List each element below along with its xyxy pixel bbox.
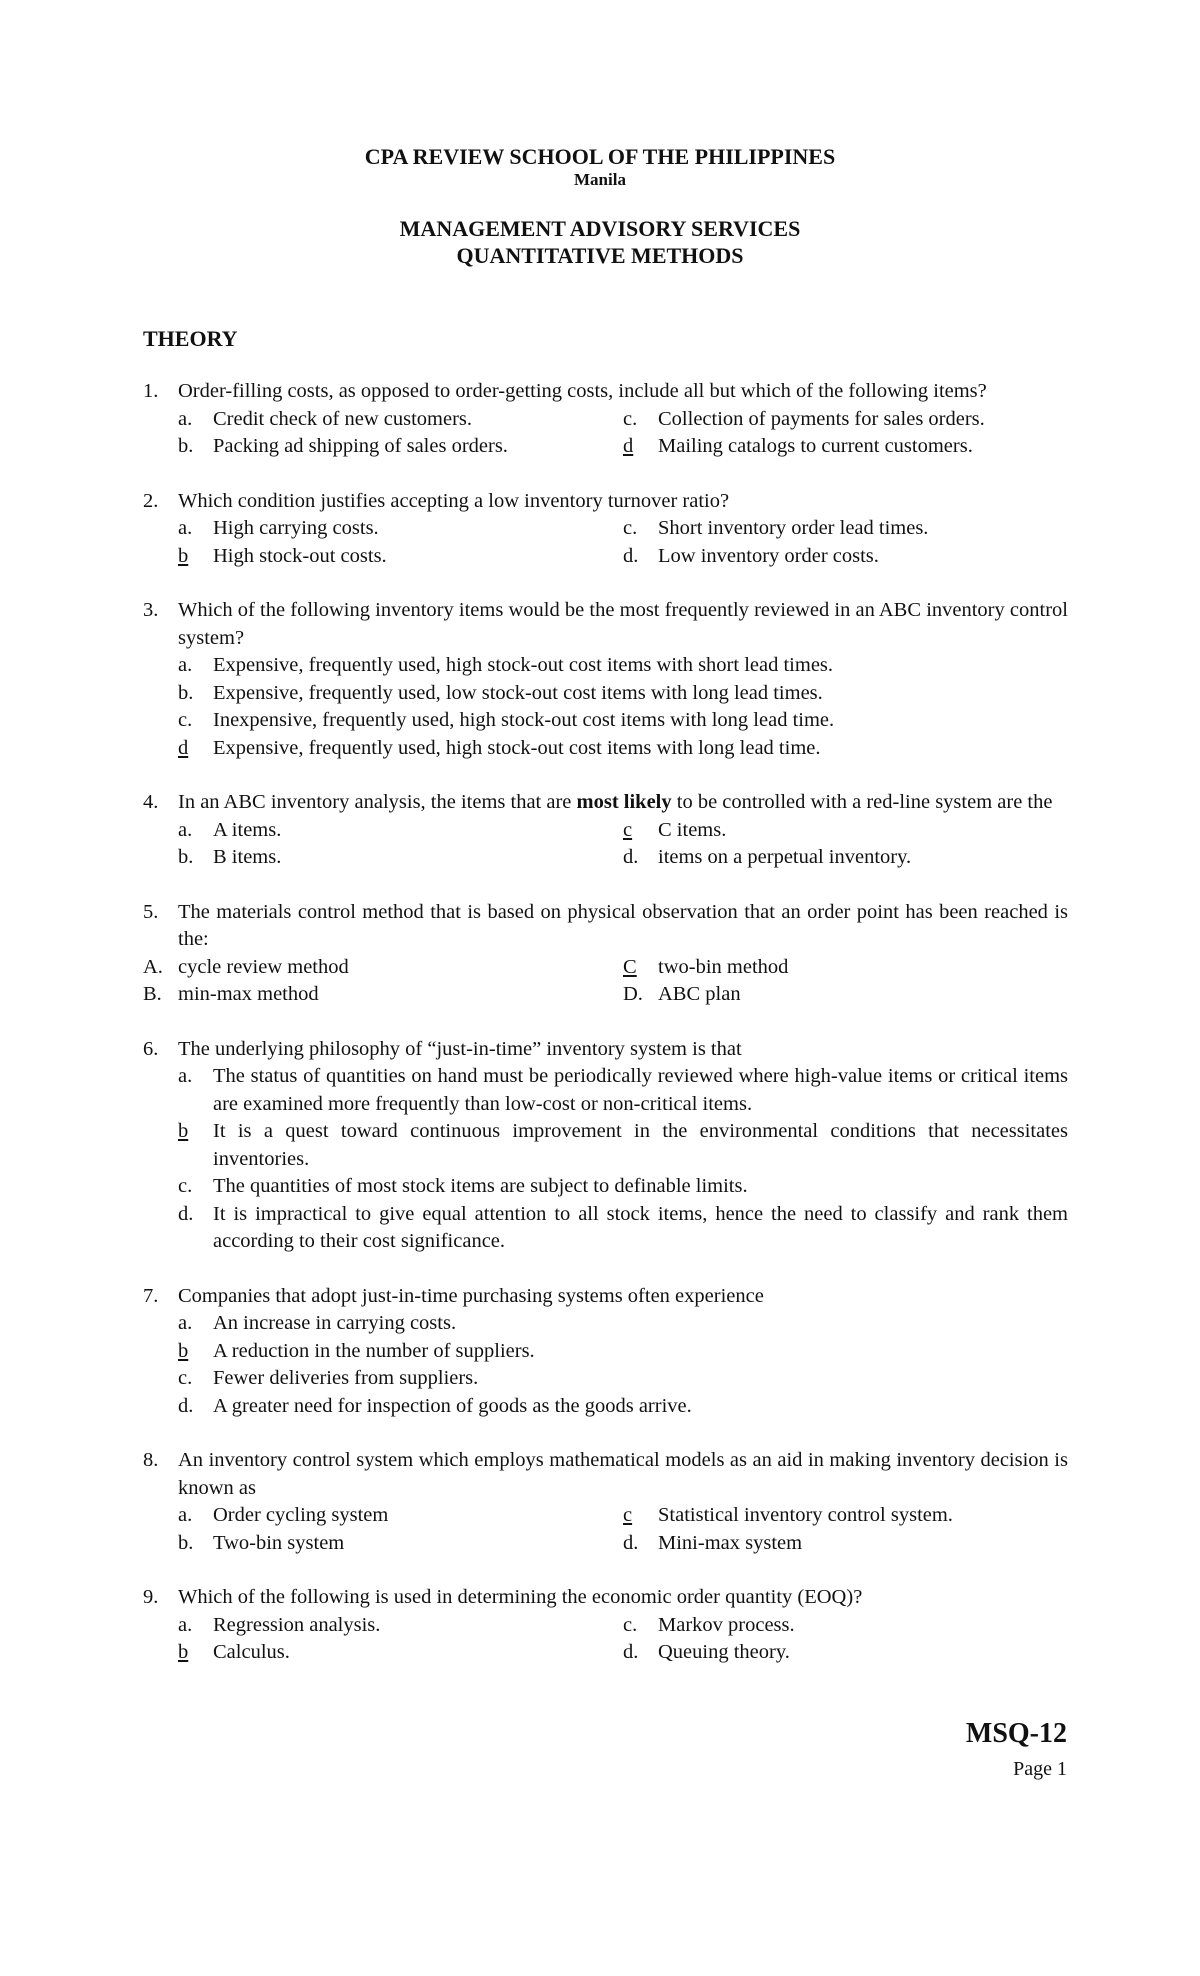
option-a [178,817,623,845]
question-number: 8. [143,1449,159,1471]
option-c-answer [623,954,1068,982]
option-letter: c. [178,1367,193,1389]
option-text: Expensive, frequently used, low stock-out cost items with long lead times. [213,681,823,704]
option-a [178,1310,1068,1338]
answer-letter: c [623,1504,633,1526]
option-d [623,981,1068,1009]
question-number: 6. [143,1037,159,1060]
option-list [178,1063,1068,1256]
question-number: 2. [143,489,159,512]
option-letter: d. [623,544,639,567]
option-text: Mini-max system [658,1531,803,1554]
question-text [178,789,1068,817]
question-text-end: to be controlled with a red-line system are the [676,791,1053,813]
option-d [623,844,1068,872]
option-letter: d. [178,1394,194,1417]
option-letter: b. [178,846,194,868]
option-list [178,1612,1068,1667]
question-text: An inventory control system which employs mathematical models as an aid in making inventory decision is known as [178,1449,1068,1499]
option-list [178,1502,1068,1557]
question-7 [143,1283,1068,1421]
option-c-answer [623,817,1068,845]
option-text: A items. [213,818,282,841]
option-b [143,981,588,1009]
option-text: Low inventory order costs. [658,544,879,567]
option-text: B items. [213,846,282,868]
option-text: A greater need for inspection of goods as the goods arrive. [213,1394,692,1417]
option-b-answer [178,1338,1068,1366]
option-text: Short inventory order lead times. [658,517,929,539]
option-c [178,1173,1068,1201]
option-text: ABC plan [658,983,741,1005]
option-a [178,1063,1068,1118]
option-letter: c. [178,1175,193,1197]
question-number: 9. [143,1586,159,1608]
option-b-answer [178,1118,1068,1173]
emphasis-text: most likely [576,791,672,813]
question-9 [143,1584,1068,1667]
answer-letter: b [178,1641,189,1663]
option-a [143,954,588,982]
option-text: Credit check of new customers. [213,407,473,430]
answer-letter: b [178,1339,189,1362]
option-letter: c. [178,709,193,731]
option-text: Packing ad shipping of sales orders. [213,435,508,457]
answer-letter: c [623,818,633,841]
option-c-answer [623,1502,1068,1530]
option-letter: c. [623,407,638,430]
question-number: 1. [143,380,159,402]
answer-letter: d [623,435,634,457]
question-text: Which of the following is used in determining the economic order quantity (EOQ)? [178,1586,863,1608]
question-number: 4. [143,791,159,813]
option-c [623,406,1068,434]
option-text: High carrying costs. [213,517,379,539]
question-text-start: In an ABC inventory analysis, the items that are [178,791,572,813]
option-text: Inexpensive, frequently used, high stock-out cost items with long lead time. [213,709,835,731]
option-letter: a. [178,517,193,539]
question-list [143,378,1068,1694]
option-letter: d. [623,1641,639,1663]
question-4 [143,789,1068,872]
question-5 [143,899,1068,1009]
school-name: CPA REVIEW SCHOOL OF THE PHILIPPINES [364,144,836,169]
question-3 [143,597,1068,762]
option-text: It is a quest toward continuous improvement in the environmental conditions that necessitates inventories. [213,1120,1068,1170]
question-text: The underlying philosophy of “just-in-time” inventory system is that [178,1037,742,1060]
option-text: Mailing catalogs to current customers. [658,435,973,457]
option-text: Regression analysis. [213,1613,381,1636]
topic-title: QUANTITATIVE METHODS [456,243,744,268]
option-letter: d. [178,1202,194,1225]
option-text: Expensive, frequently used, high stock-out cost items with long lead time. [213,736,821,759]
option-b [178,1530,623,1558]
section-title: THEORY [143,326,238,351]
question-number: 7. [143,1284,159,1307]
option-text: Statistical inventory control system. [658,1504,953,1526]
option-a [178,406,623,434]
page-number: Page 1 [1013,1758,1067,1780]
option-d-answer [623,433,1068,461]
option-b-answer [178,1639,623,1667]
option-c [178,707,1068,735]
option-a [178,515,623,543]
question-number: 5. [143,900,159,923]
option-text: Two-bin system [213,1531,345,1554]
option-list [178,1310,1068,1420]
option-letter: d. [623,846,639,868]
option-text: Expensive, frequently used, high stock-out cost items with short lead times. [213,654,834,676]
option-letter: a. [178,654,193,676]
option-a [178,1612,623,1640]
school-city: Manila [574,170,626,189]
option-list [178,406,1068,461]
question-2 [143,488,1068,571]
question-text: Companies that adopt just-in-time purchasing systems often experience [178,1284,764,1307]
option-text: High stock-out costs. [213,544,387,567]
option-text: Queuing theory. [658,1641,790,1663]
option-d [623,543,1068,571]
option-letter: b. [178,435,194,457]
question-8 [143,1447,1068,1557]
option-d-answer [178,735,1068,763]
option-c [623,515,1068,543]
question-1 [143,378,1068,461]
option-b [178,844,623,872]
question-text: Order-filling costs, as opposed to order-getting costs, include all but which of the following items? [178,380,987,402]
option-d [623,1530,1068,1558]
option-letter: B. [143,983,162,1005]
option-text: C items. [658,818,727,841]
question-number: 3. [143,599,159,621]
question-text: Which of the following inventory items would be the most frequently reviewed in an ABC inventory control system? [178,599,1068,649]
answer-letter: C [623,955,637,978]
option-text: min-max method [178,983,319,1005]
option-b-answer [178,543,623,571]
option-text: It is impractical to give equal attention to all stock items, hence the need to classify and rank them according to their cost significance. [213,1202,1068,1252]
option-c [178,1365,1068,1393]
document-code: MSQ-12 [965,1718,1067,1749]
option-text: The status of quantities on hand must be periodically reviewed where high-value items or critical items are examined more frequently than low-cost or non-critical items. [213,1065,1068,1115]
option-b [178,433,623,461]
option-letter: A. [143,955,163,978]
option-text: items on a perpetual inventory. [658,846,912,868]
option-list [178,652,1068,762]
option-letter: c. [623,1613,638,1636]
option-letter: a. [178,407,193,430]
option-letter: d. [623,1531,639,1554]
option-d [623,1639,1068,1667]
answer-letter: b [178,1120,189,1142]
question-6 [143,1036,1068,1256]
subject-title: MANAGEMENT ADVISORY SERVICES [399,216,801,241]
option-text: The quantities of most stock items are subject to definable limits. [213,1175,748,1197]
answer-letter: b [178,544,189,567]
option-letter: a. [178,1065,193,1087]
question-text: The materials control method that is based on physical observation that an order point has been reached is the: [178,900,1068,950]
question-text: Which condition justifies accepting a low inventory turnover ratio? [178,489,730,512]
option-a [178,1502,623,1530]
option-text: Order cycling system [213,1504,389,1526]
option-letter: b. [178,681,194,704]
option-d [178,1393,1068,1421]
option-a [178,652,1068,680]
option-letter: a. [178,1613,193,1636]
option-list [178,515,1068,570]
option-letter: a. [178,818,193,841]
option-letter: b. [178,1531,194,1554]
option-text: Calculus. [213,1641,290,1663]
option-text: Fewer deliveries from suppliers. [213,1367,479,1389]
option-letter: D. [623,983,643,1005]
option-list [178,817,1068,872]
option-text: cycle review method [178,955,349,978]
option-d [178,1201,1068,1256]
option-text: two-bin method [658,955,789,978]
option-letter: a. [178,1312,193,1334]
option-text: An increase in carrying costs. [213,1312,457,1334]
option-list [143,954,1068,1009]
option-text: A reduction in the number of suppliers. [213,1339,535,1362]
option-text: Markov process. [658,1613,795,1636]
option-letter: a. [178,1504,193,1526]
option-c [623,1612,1068,1640]
option-b [178,680,1068,708]
option-text: Collection of payments for sales orders. [658,407,985,430]
answer-letter: d [178,736,189,759]
option-letter: c. [623,517,638,539]
